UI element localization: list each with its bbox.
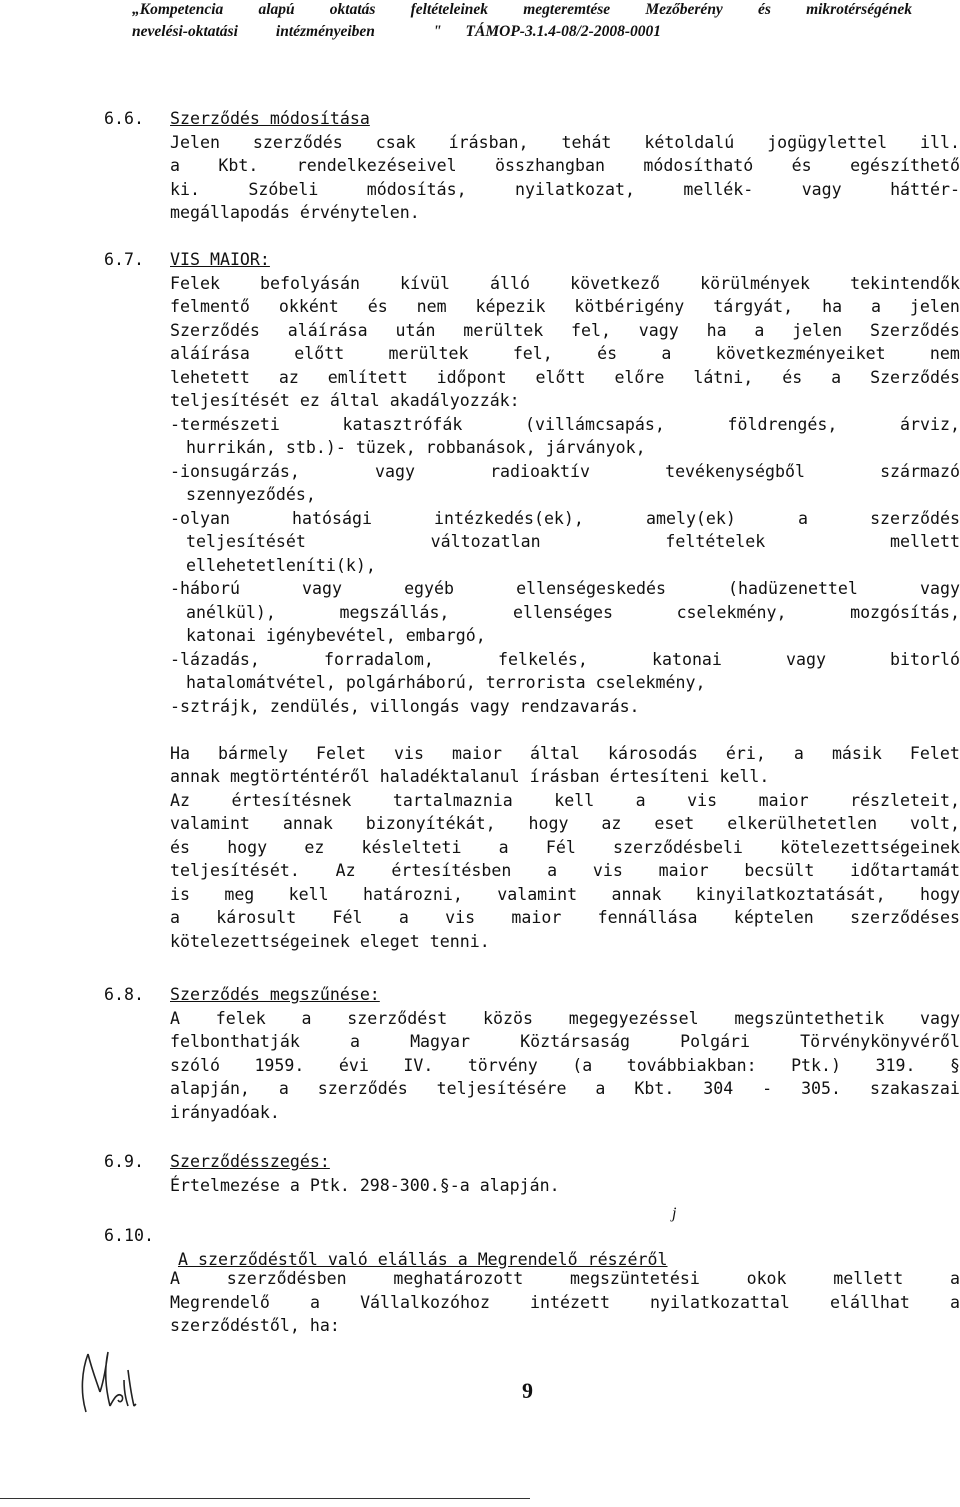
text-line: Értelmezése a Ptk. 298-300.§-a alapján. [170,1175,560,1195]
section-6-8 [170,983,960,1124]
text-line: A felek a szerződést közös megegyezéssel megszüntethetik vagy [170,1008,960,1028]
list-item: -olyan hatósági intézkedés(ek), amely(ek) a szerződés [170,508,960,528]
header-line-2 [0,21,960,43]
list-item: -ionsugárzás, vagy radioaktív tevékenységből származó [170,461,960,481]
header-word: mikrotérségének [806,1,912,18]
section-title: VIS MAIOR: [170,250,270,269]
header-word: és [757,1,771,18]
text-line: alapján, a szerződés teljesítésére a Kbt. 304 - 305. szakaszai [170,1079,960,1098]
header-word: alapú [258,1,295,18]
section-title: Szerződés módosítása [170,109,370,128]
header-word: intézményeiben [275,23,375,40]
section-title: A szerződéstől való elállás a Megrendelő részéről [177,1249,668,1269]
section-title: Szerződésszegés: [170,1152,330,1171]
stray-mark: j [672,1205,677,1222]
text-line: lehetett az említett időpont előtt előre látni, és a Szerződés [170,367,960,387]
header-line-1 [0,0,960,21]
list-item-cont: hatalomátvétel, polgárháború, terrorista cselekmény, [186,673,706,692]
section-title: Szerződés megszűnése: [170,985,380,1004]
list-item: -lázadás, forradalom, felkelés, katonai vagy bitorló [170,649,960,669]
text-line: megállapodás érvénytelen. [170,203,420,222]
section-6-10-title [158,1224,668,1271]
header-word: TÁMOP-3.1.4-08/2-2008-0001 [465,23,661,40]
text-line: felmentő okként és nem képezik kötbérigény tárgyát, ha a jelen [170,297,960,316]
list-item-cont: katonai igénybevétel, embargó, [186,626,486,645]
text-line: Felek befolyásán kívül álló következő körülmények tekintendők [170,273,960,293]
handwritten-signature [74,1340,144,1420]
list-item-cont: teljesítését változatlan feltételek mellett [186,532,960,551]
text-line: is meg kell határozni, valamint annak kinyilatkoztatását, hogy [170,884,960,904]
section-6-9 [170,1150,960,1197]
text-line: a Kbt. rendelkezéseivel összhangban módosítható és egészíthető [170,156,960,175]
text-line: annak megtörténtéről haladéktalanul írásban értesíteni kell. [170,767,770,786]
list-item: -sztrájk, zendülés, villongás vagy rendzavarás. [170,696,640,716]
text-line: a károsult Fél a vis maior fennállása képtelen szerződéses [170,908,960,927]
list-item-cont: hurrikán, stb.)- tüzek, robbanások, járványok, [186,438,646,457]
list-item-cont: ellehetetleníti(k), [186,555,376,575]
text-line: Jelen szerződés csak írásban, tehát kétoldalú jogügylettel ill. [170,132,960,152]
header-word: oktatás [329,1,376,18]
page-header [0,0,960,43]
header-word: feltételeinek [410,1,489,18]
text-line: Ha bármely Felet vis maior által károsodás éri, a másik Felet [170,743,960,763]
text-line: Az értesítésnek tartalmaznia kell a vis maior részleteit, [170,790,960,810]
text-line: valamint annak bizonyítékát, hogy az eset elkerülhetetlen volt, [170,814,960,833]
section-number: 6.8. [104,985,144,1004]
text-line: teljesítését ez által akadályozzák: [170,391,520,410]
text-line: aláírása előtt merültek fel, és a következményeiket nem [170,344,960,363]
text-line: Szerződés aláírása után merültek fel, vagy ha a jelen Szerződés [170,320,960,340]
page-number: 9 [522,1378,533,1403]
text-line: kötelezettségeinek eleget tenni. [170,931,490,951]
header-word: „Kompetencia [132,1,224,18]
header-word: megteremtése [523,1,611,18]
text-line: és hogy ez késlelteti a Fél szerződésbeli kötelezettségeinek [170,837,960,857]
list-item-cont: anélkül), megszállás, ellenséges cselekmény, mozgósítás, [186,602,960,622]
text-line: Megrendelő a Vállalkozóhoz intézett nyilatkozattal elállhat a [170,1292,960,1312]
text-line: szerződéstől, ha: [170,1316,340,1335]
text-line: ki. Szóbeli módosítás, nyilatkozat, mellék- vagy háttér- [170,179,960,199]
list-item-cont: szennyeződés, [186,485,316,504]
text-line: A szerződésben meghatározott megszüntetési okok mellett a [170,1269,960,1288]
section-number: 6.9. [104,1152,144,1171]
header-word: nevelési-oktatási [132,23,238,40]
text-line: teljesítését. Az értesítésben a vis maior becsült időtartamát [170,861,960,880]
section-number: 6.10. [104,1226,154,1245]
section-number: 6.6. [104,109,144,128]
text-line: felbonthatják a Magyar Köztársaság Polgári Törvénykönyvéről [170,1032,960,1051]
section-number: 6.7. [104,250,144,269]
header-word: " [432,23,442,40]
section-6-6 [170,107,960,225]
section-6-10 [170,1267,960,1338]
section-6-7 [170,248,960,953]
header-word: Mezőberény [645,1,723,18]
text-line: irányadóak. [170,1102,280,1122]
list-item: -természeti katasztrófák (villámcsapás, földrengés, árviz, [170,414,960,434]
footer-rule [0,1498,530,1499]
text-line: szóló 1959. évi IV. törvény (a továbbiakban: Ptk.) 319. § [170,1055,960,1075]
list-item: -háború vagy egyéb ellenségeskedés (hadüzenettel vagy [170,579,960,598]
